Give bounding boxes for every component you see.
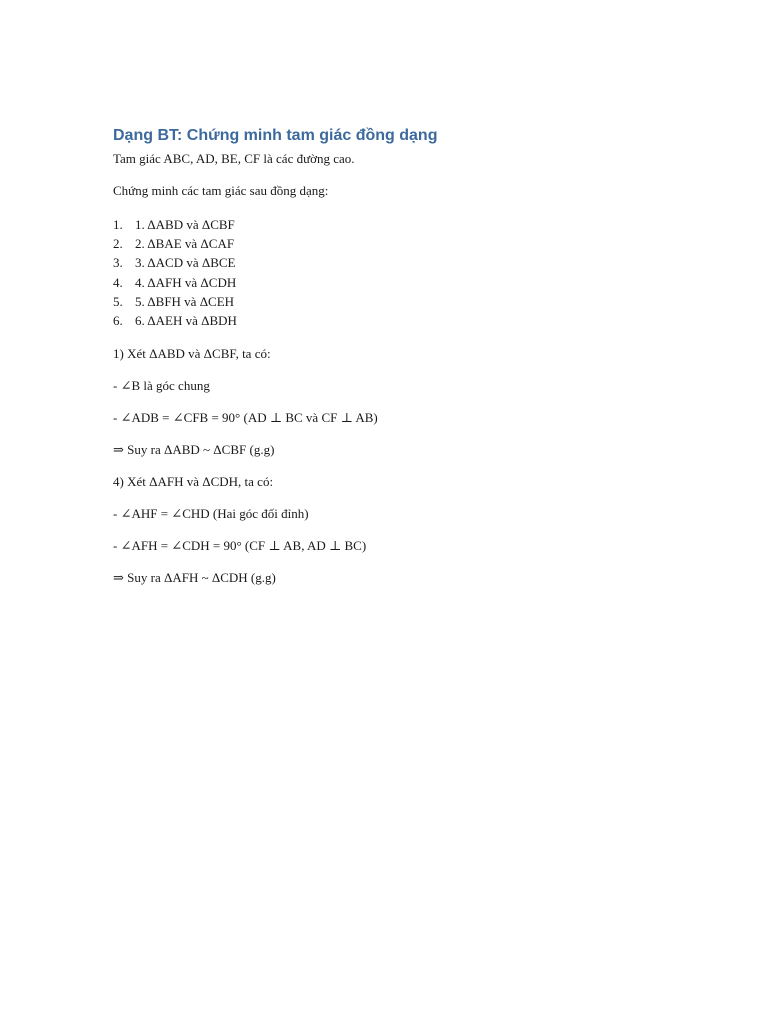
document-page	[113, 125, 713, 602]
proof4-line2: - ∠AFH = ∠CDH = 90° (CF ⊥ AB, AD ⊥ BC)	[113, 538, 367, 554]
list-item	[113, 311, 713, 330]
list-item	[113, 234, 713, 253]
proof1-heading: 1) Xét ΔABD và ΔCBF, ta có:	[113, 346, 271, 362]
list-item-number: 6.	[113, 313, 123, 329]
proof4-heading: 4) Xét ΔAFH và ΔCDH, ta có:	[113, 474, 274, 490]
list-item-number: 2.	[113, 236, 123, 252]
proof1-conclusion: ⇒ Suy ra ΔABD ~ ΔCBF (g.g)	[113, 442, 275, 458]
list-item-text: 4. ΔAFH và ΔCDH	[135, 274, 237, 290]
proof1-line2: - ∠ADB = ∠CFB = 90° (AD ⊥ BC và CF ⊥ AB)	[113, 410, 378, 426]
list-item-number: 5.	[113, 293, 123, 309]
proof4-line1: - ∠AHF = ∠CHD (Hai góc đối đỉnh)	[113, 506, 309, 522]
list-item-text: 2. ΔBAE và ΔCAF	[135, 236, 235, 252]
list-item	[113, 253, 713, 272]
proof4-conclusion: ⇒ Suy ra ΔAFH ~ ΔCDH (g.g)	[113, 570, 276, 586]
list-item-number: 1.	[113, 217, 123, 232]
prompt-text: Chứng minh các tam giác sau đồng dạng:	[113, 183, 329, 198]
list-item-text: 3. ΔACD và ΔBCE	[135, 255, 236, 271]
intro-text: Tam giác ABC, AD, BE, CF là các đường cao.	[113, 151, 355, 166]
list-item-number: 4.	[113, 274, 123, 290]
document-title: Dạng BT: Chứng minh tam giác đồng dạng	[113, 127, 438, 144]
triangle-pair-list	[113, 215, 713, 330]
list-item-number: 3.	[113, 255, 123, 271]
proof1-line1: - ∠B là góc chung	[113, 378, 210, 394]
list-item	[113, 292, 713, 311]
list-item-text: 5. ΔBFH và ΔCEH	[135, 293, 235, 309]
list-item	[113, 215, 713, 234]
list-item	[113, 273, 713, 292]
list-item-text: 6. ΔAEH và ΔBDH	[135, 313, 237, 329]
list-item-text: 1. ΔABD và ΔCBF	[135, 217, 235, 232]
